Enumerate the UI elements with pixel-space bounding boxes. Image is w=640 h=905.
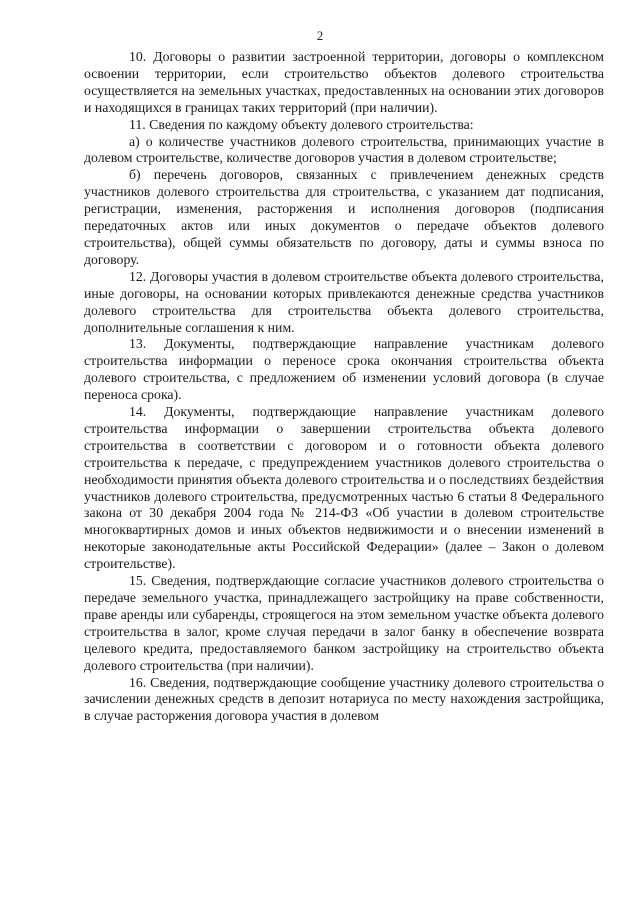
document-body <box>84 49 604 725</box>
paragraph-11a: а) о количестве участников долевого строительства, принимающих участие в долевом строительстве, количестве договоров участия в долевом строительстве; <box>84 133 604 166</box>
paragraph-14: 14. Документы, подтверждающие направление участникам долевого строительства информации о завершении строительства объекта долевого строительства в соответствии с договором и о готовности объекта долевого строительства к передаче, с предупреждением участников долевого строительства о необходимости принятия объекта долевого строительства и о последствиях бездействия участников долевого строительства, предусмотренных частью 6 статьи 8 Федерального закона от 30 декабря 2004 года № 214-ФЗ «Об участии в долевом строительстве многоквартирных домов и иных объектов недвижимости и о внесении изменений в некоторые законодательные акты Российской Федерации» (далее – Закон о долевом строительстве). <box>84 404 604 572</box>
paragraph-13: 13. Документы, подтверждающие направление участникам долевого строительства информации о переносе срока окончания строительства объекта долевого строительства, с предложением об изменении условий договора (в случае переноса срока). <box>84 336 604 403</box>
paragraph-10: 10. Договоры о развитии застроенной территории, договоры о комплексном освоении территории, если строительство объектов долевого строительства осуществляется на земельных участках, предоставленных на основании этих договоров и находящихся в границах таких территорий (при наличии). <box>84 49 604 115</box>
paragraph-15: 15. Сведения, подтверждающие согласие участников долевого строительства о передаче земельного участка, принадлежащего застройщику на праве собственности, праве аренды или субаренды, строящегося на этом земельном участке объекта долевого строительства в залог, кроме случая передачи в залог банку в обеспечение возврата целевого кредита, предоставляемого банком застройщику на строительство объекта долевого строительства (при наличии). <box>84 573 604 673</box>
page-number: 2 <box>316 28 324 43</box>
paragraph-16: 16. Сведения, подтверждающие сообщение участнику долевого строительства о зачислении денежных средств в депозит нотариуса по месту нахождения застройщика, в случае расторжения договора участия в долевом <box>84 674 604 724</box>
paragraph-11b: б) перечень договоров, связанных с привлечением денежных средств участников долевого строительства для строительства, с указанием дат подписания, регистрации, изменения, расторжения и исполнения договоров (подписания передаточных актов или иных документов о передаче объектов долевого строительства), общей суммы обязательств по договору, даты и суммы взноса по договору. <box>84 167 604 267</box>
paragraph-11: 11. Сведения по каждому объекту долевого строительства: <box>129 116 474 132</box>
paragraph-12: 12. Договоры участия в долевом строительстве объекта долевого строительства, иные договоры, на основании которых привлекаются денежные средства участников долевого строительства для строительства объекта долевого строительства, дополнительные соглашения к ним. <box>84 268 604 335</box>
